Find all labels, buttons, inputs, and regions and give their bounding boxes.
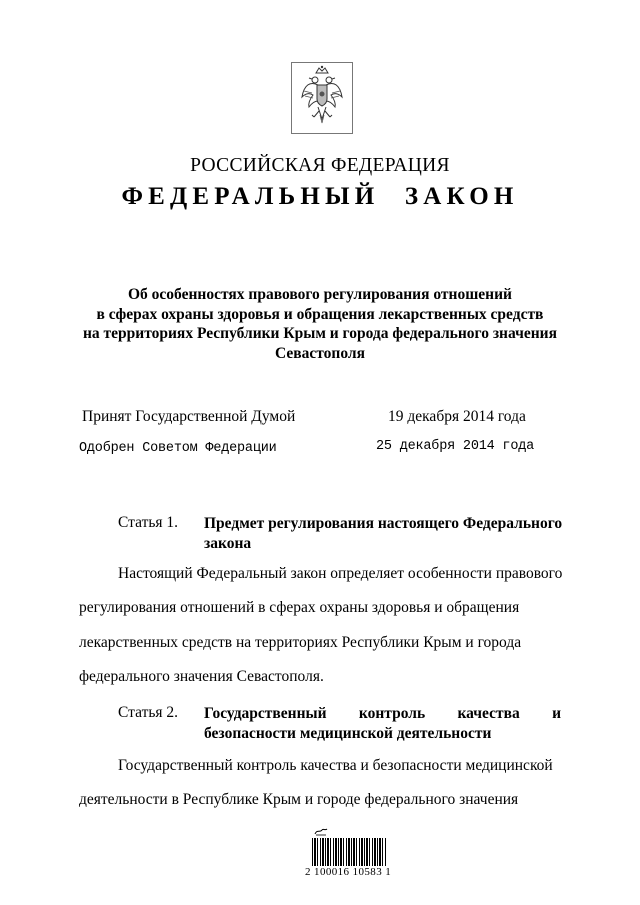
duma-adoption-label: Принят Государственной Думой xyxy=(82,408,296,425)
document-type-title: ФЕДЕРАЛЬНЫЙ ЗАКОН xyxy=(121,183,519,210)
article-2-paragraph-line: деятельности в Республике Крым и городе федерального значения xyxy=(79,791,519,808)
russian-coat-of-arms-icon xyxy=(292,63,352,133)
article-2-title-word: качества xyxy=(457,705,520,722)
article-1-title-line: Предмет регулирования настоящего Федерального xyxy=(204,515,563,532)
law-name-line: в сферах охраны здоровья и обращения лекарственных средств xyxy=(96,305,544,323)
law-name-line: Севастополя xyxy=(275,344,365,362)
barcode-number: 2 100016 10583 1 xyxy=(305,866,392,878)
article-2-title-line xyxy=(204,704,561,724)
duma-adoption-date: 19 декабря 2014 года xyxy=(388,408,526,425)
article-1-paragraph-line: федерального значения Севастополя. xyxy=(79,668,324,685)
article-2-paragraph-line: Государственный контроль качества и безопасности медицинской xyxy=(118,757,553,774)
council-approval-label: Одобрен Советом Федерации xyxy=(79,441,277,456)
country-name: РОССИЙСКАЯ ФЕДЕРАЦИЯ xyxy=(190,155,450,176)
article-1-title xyxy=(204,514,562,554)
article-1-paragraph-line: лекарственных средств на территориях Республики Крым и города xyxy=(79,634,522,651)
article-1-number: Статья 1. xyxy=(118,514,179,531)
article-2-number: Статья 2. xyxy=(118,704,179,721)
article-1-title-line: закона xyxy=(204,535,252,552)
article-2-title xyxy=(204,704,561,744)
barcode xyxy=(312,838,387,866)
emblem xyxy=(291,62,353,134)
article-1-paragraph-line: Настоящий Федеральный закон определяет особенности правового xyxy=(118,565,563,582)
article-2-title-line: безопасности медицинской деятельности xyxy=(204,725,492,742)
law-name-line: на территориях Республики Крым и города федерального значения xyxy=(83,325,557,342)
article-2-title-word: контроль xyxy=(358,705,426,722)
article-2-title-word: Государственный xyxy=(204,705,327,722)
council-approval-date: 25 декабря 2014 года xyxy=(376,439,535,454)
article-1-paragraph-line: регулирования отношений в сферах охраны здоровья и обращения xyxy=(79,599,520,616)
registration-mark-icon xyxy=(314,827,328,836)
law-name xyxy=(40,285,600,363)
article-2-title-word: и xyxy=(552,705,561,722)
law-name-line: Об особенностях правового регулирования отношений xyxy=(128,286,512,303)
